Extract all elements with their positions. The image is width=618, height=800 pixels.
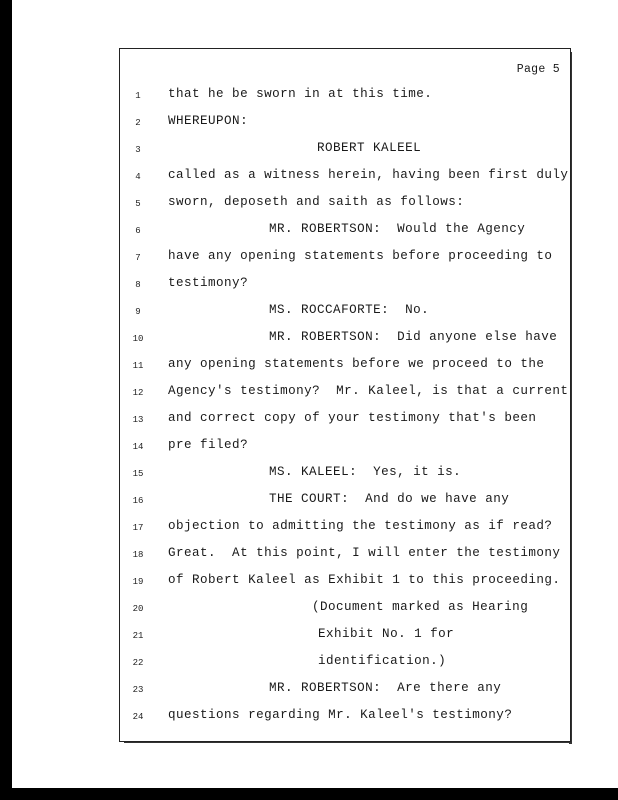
- line-number: 14: [132, 442, 144, 452]
- scan-border-left: [0, 0, 12, 800]
- transcript-line: [120, 569, 570, 595]
- line-text: MS. ROCCAFORTE: No.: [269, 303, 430, 317]
- line-text: (Document marked as Hearing: [312, 600, 529, 614]
- transcript-line: [120, 380, 570, 406]
- line-number: 8: [135, 280, 141, 290]
- transcript-line: [120, 110, 570, 136]
- line-number: 7: [135, 253, 141, 263]
- transcript-line: [120, 407, 570, 433]
- line-text: Exhibit No. 1 for: [318, 627, 455, 641]
- line-text: questions regarding Mr. Kaleel's testimony?: [168, 708, 513, 722]
- line-number: 9: [135, 307, 141, 317]
- line-number: 13: [132, 415, 144, 425]
- transcript-line: [120, 245, 570, 271]
- line-text: have any opening statements before proceeding to: [168, 249, 553, 263]
- transcript-line: [120, 326, 570, 352]
- line-text: any opening statements before we proceed to the: [168, 357, 545, 371]
- line-text: that he be sworn in at this time.: [168, 87, 433, 101]
- line-number: 11: [132, 361, 144, 371]
- transcript-line: [120, 299, 570, 325]
- line-number: 2: [135, 118, 141, 128]
- line-text: pre filed?: [168, 438, 249, 452]
- line-number: 15: [132, 469, 144, 479]
- transcript-line: [120, 596, 570, 622]
- line-text: THE COURT: And do we have any: [269, 492, 510, 506]
- transcript-line: [120, 542, 570, 568]
- transcript-line: [120, 704, 570, 730]
- line-number: 12: [132, 388, 144, 398]
- transcript-line: [120, 461, 570, 487]
- line-number: 4: [135, 172, 141, 182]
- line-text: MR. ROBERTSON: Are there any: [269, 681, 502, 695]
- line-number: 23: [132, 685, 144, 695]
- witness-name: ROBERT KALEEL: [317, 141, 422, 155]
- line-text: MR. ROBERTSON: Did anyone else have: [269, 330, 558, 344]
- line-number: 1: [135, 91, 141, 101]
- line-number: 19: [132, 577, 144, 587]
- transcript-line: [120, 83, 570, 109]
- transcript-line: [120, 515, 570, 541]
- line-text: Agency's testimony? Mr. Kaleel, is that a current: [168, 384, 569, 398]
- line-text: called as a witness herein, having been first duly: [168, 168, 569, 182]
- line-text: MR. ROBERTSON: Would the Agency: [269, 222, 526, 236]
- transcript-line: [120, 164, 570, 190]
- line-text: WHEREUPON:: [168, 114, 249, 128]
- line-number: 3: [135, 145, 141, 155]
- line-text: and correct copy of your testimony that's been: [168, 411, 537, 425]
- line-number: 21: [132, 631, 144, 641]
- line-number: 18: [132, 550, 144, 560]
- line-text: objection to admitting the testimony as if read?: [168, 519, 553, 533]
- line-text: sworn, deposeth and saith as follows:: [168, 195, 465, 209]
- line-text: of Robert Kaleel as Exhibit 1 to this proceeding.: [168, 573, 561, 587]
- transcript-line: [120, 191, 570, 217]
- transcript-line: [120, 623, 570, 649]
- transcript-line: [120, 218, 570, 244]
- line-number: 10: [132, 334, 144, 344]
- line-number: 6: [135, 226, 141, 236]
- line-number: 24: [132, 712, 144, 722]
- line-number: 20: [132, 604, 144, 614]
- page-number: Page 5: [516, 63, 560, 76]
- transcript-line: [120, 353, 570, 379]
- scan-border-bottom: [0, 788, 618, 800]
- transcript-line: [120, 488, 570, 514]
- transcript-line: [120, 137, 570, 163]
- transcript-line: [120, 272, 570, 298]
- transcript-page: [119, 48, 571, 742]
- line-text: MS. KALEEL: Yes, it is.: [269, 465, 462, 479]
- transcript-line: [120, 434, 570, 460]
- line-number: 16: [132, 496, 144, 506]
- line-text: testimony?: [168, 276, 249, 290]
- line-number: 22: [132, 658, 144, 668]
- line-number: 17: [132, 523, 144, 533]
- line-number: 5: [135, 199, 141, 209]
- line-text: Great. At this point, I will enter the testimony: [168, 546, 561, 560]
- transcript-line: [120, 677, 570, 703]
- line-text: identification.): [318, 654, 447, 668]
- transcript-line: [120, 650, 570, 676]
